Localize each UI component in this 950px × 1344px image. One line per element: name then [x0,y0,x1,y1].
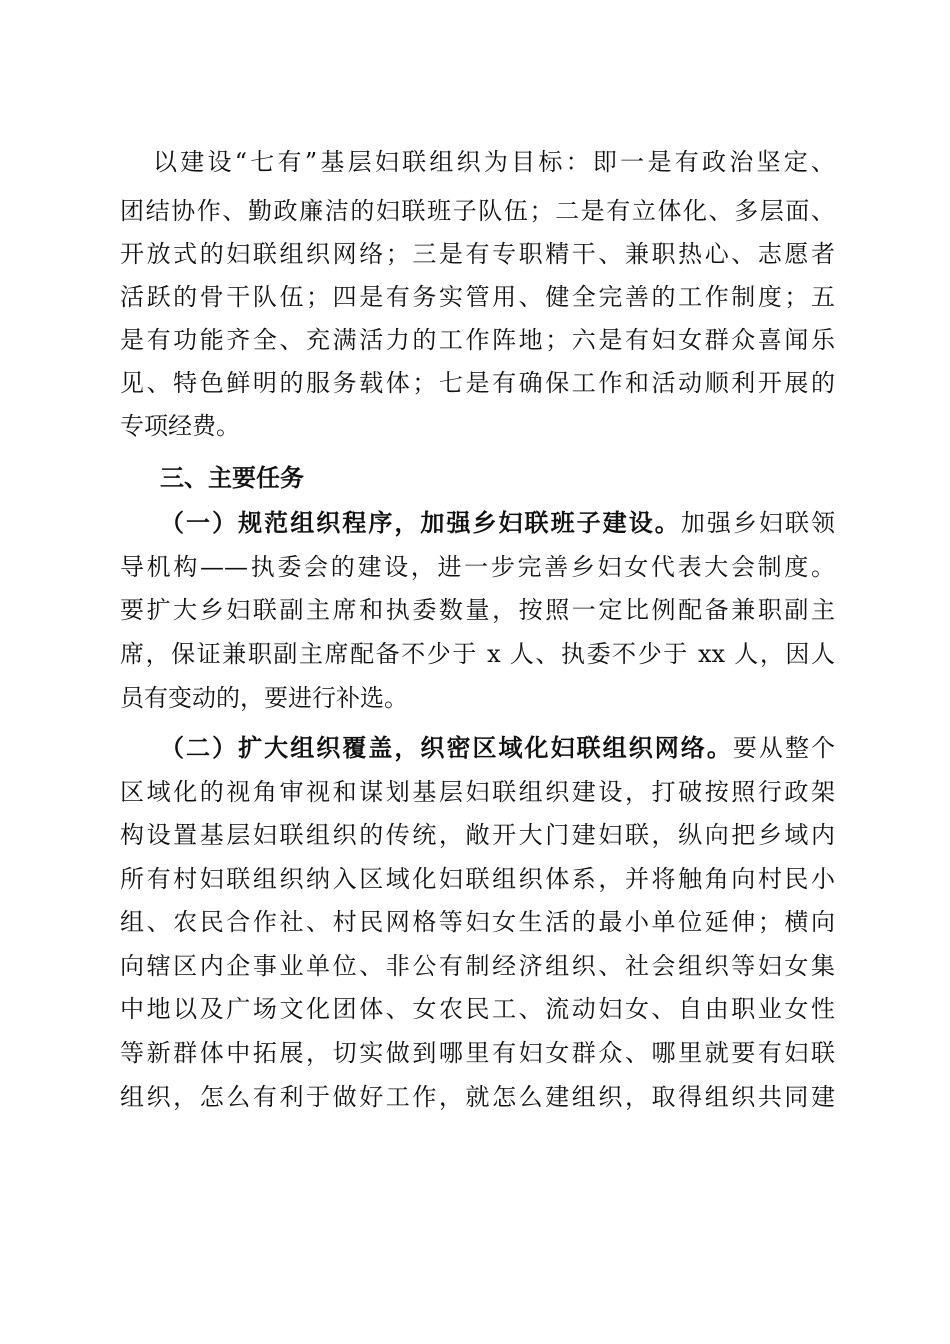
paragraph-line: 员有变动的，要进行补选。 [120,684,408,712]
task-one-lead: （一）规范组织程序，加强乡妇联班子建设。 [160,509,681,537]
paragraph-line: 所有村妇联组织纳入区域化妇联组织体系，并将触角向村民小 [120,865,835,893]
task-one-first-line-rest: 加强乡妇联领 [680,509,836,537]
paragraph-line: 构设置基层妇联组织的传统，敞开大门建妇联，纵向把乡域内 [120,821,835,849]
paragraph-line: 团结协作、勤政廉洁的妇联班子队伍；二是有立体化、多层面、 [120,197,835,225]
paragraph-line: 导机构——执委会的建设，进一步完善乡妇女代表大会制度。 [120,553,835,581]
paragraph-line: 席，保证兼职副主席配备不少于 x 人、执委不少于 xx 人，因人 [120,640,835,668]
task-two-first-line [160,730,835,766]
paragraph-line: 区域化的视角审视和谋划基层妇联组织建设，打破按照行政架 [120,778,835,806]
paragraph-line: 专项经费。 [120,412,240,440]
paragraph-line: 向辖区内企事业单位、非公有制经济组织、社会组织等妇女集 [120,952,835,980]
paragraph-line: 要扩大乡妇联副主席和执委数量，按照一定比例配备兼职副主 [120,596,835,624]
paragraph-line: 开放式的妇联组织网络；三是有专职精干、兼职热心、志愿者 [120,240,835,268]
paragraph-line: 见、特色鲜明的服务载体；七是有确保工作和活动顺利开展的 [120,369,835,397]
task-two-first-line-rest: 要从整个 [732,734,836,762]
paragraph-line: 组、农民合作社、村民网格等妇女生活的最小单位延伸；横向 [120,908,835,936]
paragraph-line: 等新群体中拓展，切实做到哪里有妇女群众、哪里就要有妇联 [120,1039,835,1067]
paragraph-line: 中地以及广场文化团体、女农民工、流动妇女、自由职业女性 [120,995,835,1023]
task-one-first-line [160,505,835,541]
task-two-lead: （二）扩大组织覆盖，织密区域化妇联组织网络。 [160,734,733,762]
section-heading: 三、主要任务 [160,464,304,492]
paragraph-line: 活跃的骨干队伍；四是有务实管用、健全完善的工作制度；五 [120,283,835,311]
paragraph-line: 以建设“七有”基层妇联组织为目标：即一是有政治坚定、 [153,148,835,176]
paragraph-line: 是有功能齐全、充满活力的工作阵地；六是有妇女群众喜闻乐 [120,326,835,354]
paragraph-line: 组织，怎么有利于做好工作，就怎么建组织，取得组织共同建 [120,1083,835,1111]
